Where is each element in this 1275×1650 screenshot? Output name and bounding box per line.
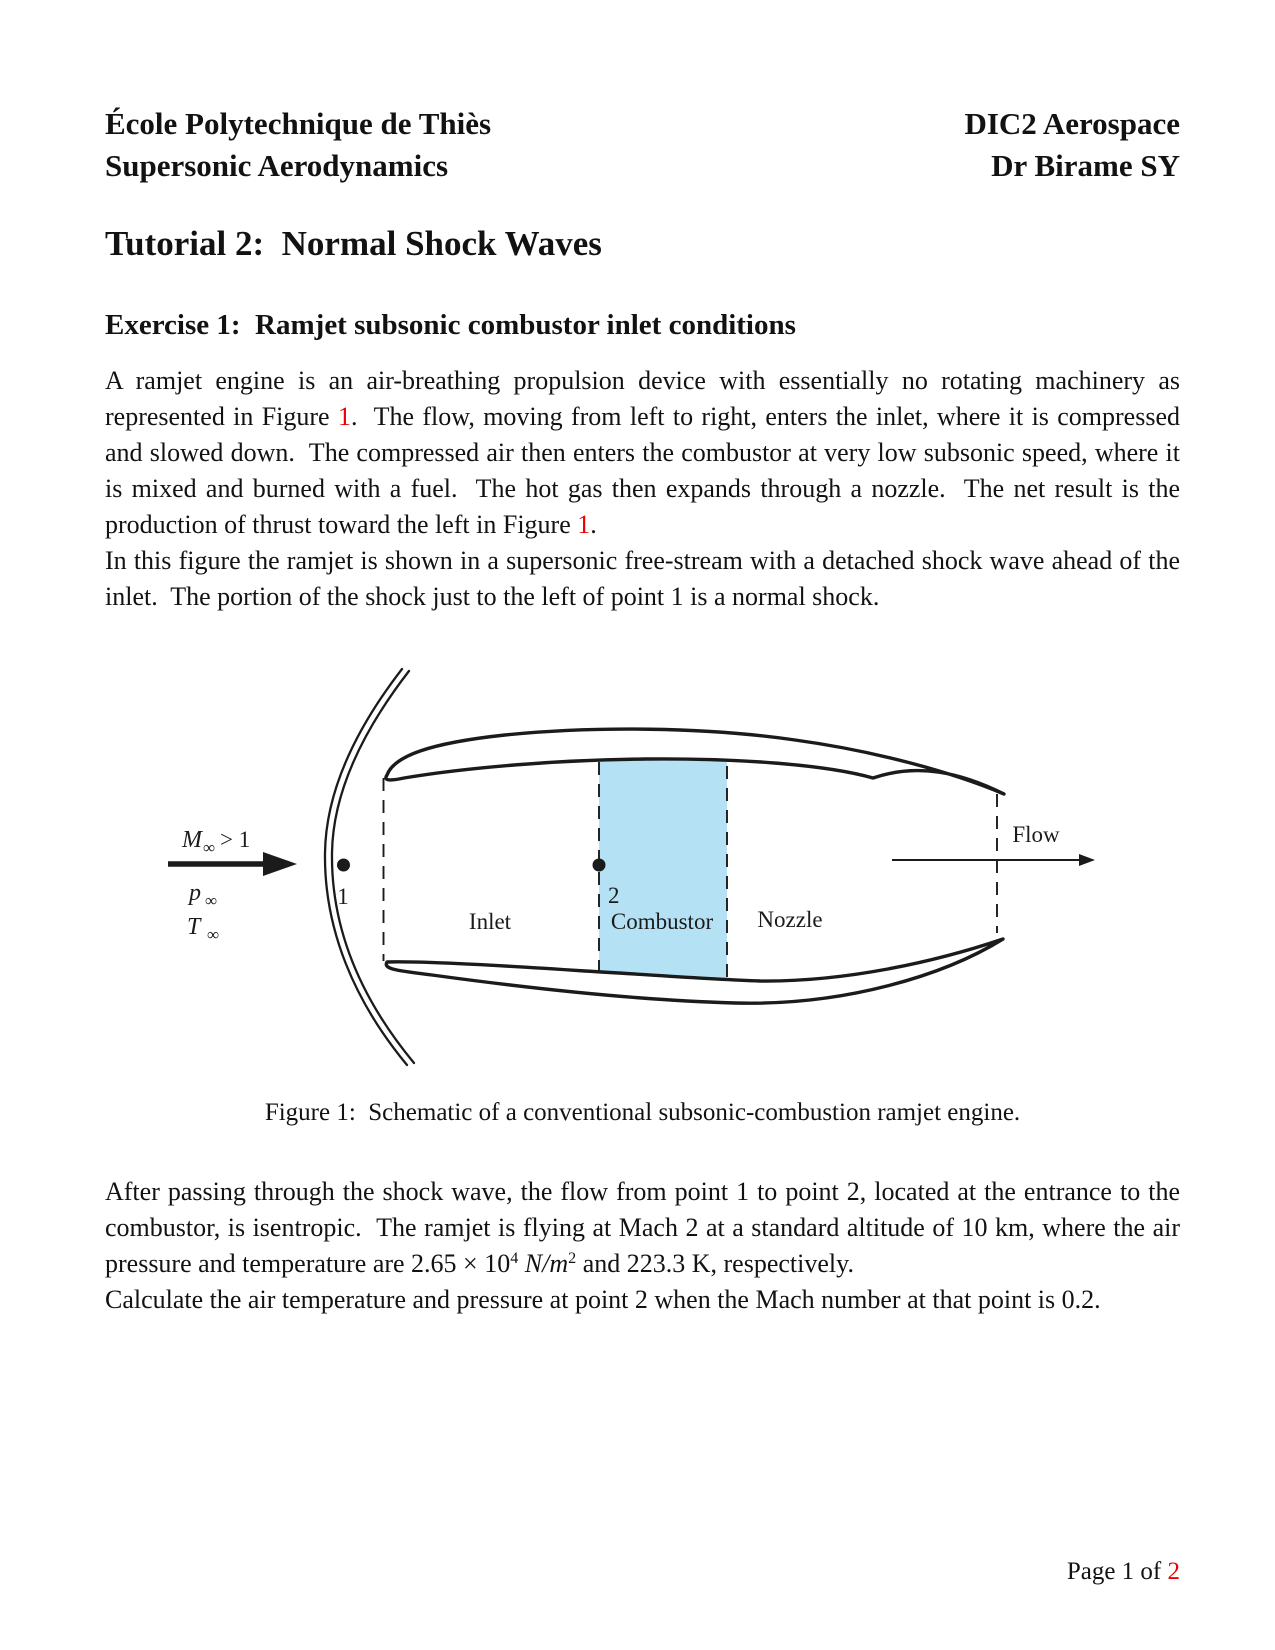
station-1-point — [337, 859, 350, 872]
paragraph-text: A ramjet engine is an air-breathing propulsion device with essentially no rotating machinery as represented in Figure — [105, 366, 1187, 432]
pressure-infinity-subscript: ∞ — [205, 891, 218, 911]
bow-shock-outer-line — [325, 669, 407, 1065]
figure-1-reference-link[interactable]: 1 — [577, 510, 591, 540]
freestream-temperature-label: T — [187, 914, 201, 941]
ramjet-schematic-drawing — [140, 641, 1110, 1071]
exponent: 2 — [568, 1250, 577, 1268]
page-title: Tutorial 2: Normal Shock Waves — [105, 224, 602, 263]
paragraph-shock-description: In this figure the ramjet is shown in a supersonic free-stream with a detached shock wave ahead of the inlet. The portion of the shock just to the left of point 1 is a normal shock. — [105, 546, 1187, 612]
mach-infinity-subscript: ∞ — [203, 838, 216, 858]
paragraph-text: After passing through the shock wave, the flow from point 1 to point 2, located at the entrance to the combustor, is isentropic. The ramjet is flying at Mach 2 at a standard altitude of 10 km, where the air pressure and temperature are 2.65 × 10 — [105, 1177, 1187, 1279]
footer-text: Page 1 of — [1066, 1558, 1168, 1585]
nozzle-label: Nozzle — [757, 907, 823, 933]
instructor-name: Dr Birame SY — [991, 148, 1180, 183]
combustor-label: Combustor — [610, 909, 714, 935]
next-page-link[interactable]: 2 — [1167, 1558, 1180, 1585]
header-row-1 — [105, 103, 1180, 145]
station-1-label: 1 — [337, 884, 349, 910]
figure-1-reference-link[interactable]: 1 — [337, 402, 351, 432]
flow-label: Flow — [1012, 822, 1060, 848]
combustor-shaded-region — [599, 757, 727, 985]
exponent: 4 — [510, 1250, 519, 1268]
exercise-heading: Exercise 1: Ramjet subsonic combustor inlet conditions — [105, 309, 796, 342]
temperature-infinity-subscript: ∞ — [207, 925, 220, 945]
inlet-label: Inlet — [468, 909, 512, 935]
paragraph-text: . — [590, 510, 597, 540]
paragraph-text: and 223.3 K, respectively. — [576, 1249, 854, 1279]
station-2-label: 2 — [608, 883, 620, 909]
paragraph-question: Calculate the air temperature and pressure at point 2 when the Mach number at that point is 0.2. — [105, 1285, 1101, 1315]
mach-label: M — [182, 827, 202, 854]
course-name: Supersonic Aerodynamics — [105, 148, 449, 183]
paragraph-flight-conditions — [105, 1174, 1187, 1282]
page-footer — [1067, 1558, 1180, 1586]
units-newton-per-meter: N/m — [518, 1249, 569, 1279]
mach-condition-label: > 1 — [220, 827, 251, 853]
flow-arrow-head-icon — [1079, 854, 1095, 866]
institution-name: École Polytechnique de Thiès — [105, 106, 492, 141]
station-2-point — [593, 859, 606, 872]
header-row-2 — [105, 145, 1180, 187]
figure-caption: Figure 1: Schematic of a conventional subsonic-combustion ramjet engine. — [264, 1099, 1021, 1127]
paragraph-text: . The flow, moving from left to right, enters the inlet, where it is compressed and slowed down. The compressed air then enters the combustor at very low subsonic speed, where it is mixed and burned with a fuel. The hot gas then expands through a nozzle. The net result is the production of thrust toward the left in Figure — [105, 402, 1187, 540]
program-name: DIC2 Aerospace — [964, 106, 1180, 141]
figure-1-schematic — [140, 641, 1110, 1071]
paragraph-ramjet-intro — [105, 363, 1187, 543]
freestream-pressure-label: p — [189, 880, 201, 907]
freestream-arrow-head-icon — [263, 852, 297, 876]
